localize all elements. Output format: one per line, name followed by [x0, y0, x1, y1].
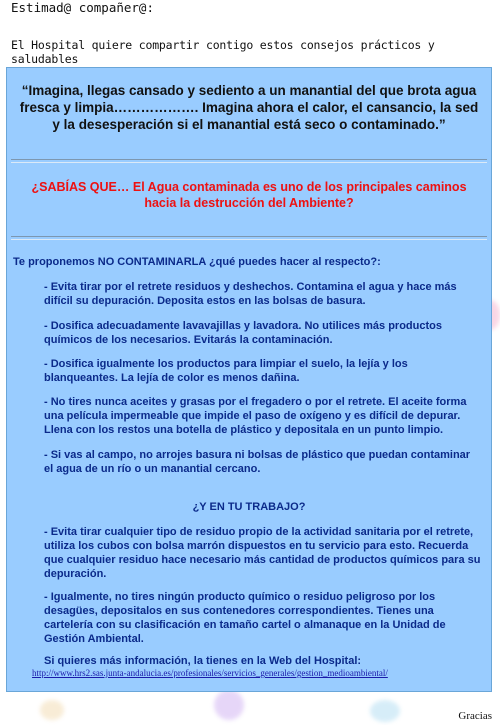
lead-text: Te proponemos NO CONTAMINARLA ¿qué puedes hacer al respecto?:	[13, 256, 381, 268]
decorative-blob	[370, 700, 400, 722]
tip-item: - Dosifica igualmente los productos para limpiar el suelo, la lejía y los blanqueantes. La lejía de color es menos dañina.	[44, 358, 408, 384]
thanks-text: Gracias	[458, 710, 492, 722]
hospital-web-link[interactable]: http://www.hrs2.sas.junta-andalucia.es/profesionales/servicios_generales/gestion_medioambiental/	[32, 668, 388, 678]
divider	[11, 159, 487, 163]
greeting: Estimad@ compañer@:	[11, 0, 154, 15]
work-tip-item: - Igualmente, no tires ningún producto químico o residuo peligroso por los desagües, depositalos en sus contenedores correspondientes. Tienes una cartelería con su clasificación en tamaño cartel o almanaque en la Unidad de Gestión Ambiental.	[44, 591, 446, 645]
tip-item: - Evita tirar por el retrete residuos y deshechos. Contamina el agua y hace más difícil su depuración. Deposita estos en las bolsas de basura.	[44, 281, 457, 307]
work-tip-item: - Evita tirar cualquier tipo de residuo propio de la actividad sanitaria por el retrete, utiliza los cubos con bolsa marrón dispuestos en tu servicio para esto. Recuerda que cualquier residuo hace necesario más cantidad de productos químicos para su depuración.	[44, 526, 481, 580]
quote-text: “Imagina, llegas cansado y sediento a un manantial del que brota agua fresca y limpia………………. Imagina ahora el calor, el cansancio, la sed y la desesperación si el manantial está seco o contaminado.”	[19, 83, 479, 132]
tip-item: - Dosifica adecuadamente lavavajillas y lavadora. No utilices más productos químicos de los necesarios. Evitarás la contaminación.	[44, 320, 442, 346]
did-you-know-heading: ¿SABÍAS QUE… El Agua contaminada es uno de los principales caminos hacia la destrucción del Ambiente?	[31, 180, 467, 210]
decorative-blob	[214, 690, 244, 720]
work-heading: ¿Y EN TU TRABAJO?	[192, 501, 306, 513]
more-info-text: Si quieres más información, la tienes en la Web del Hospital:	[44, 655, 362, 667]
content-box	[6, 67, 492, 692]
tip-item: - Si vas al campo, no arrojes basura ni bolsas de plástico que puedan contaminar el agua de un río o un manantial cercano.	[44, 449, 471, 475]
tip-item: - No tires nunca aceites y grasas por el fregadero o por el retrete. El aceite forma una película impermeable que impide el paso de oxígeno y es difícil de depurar. Llena con los restos una botella de plástico y depositala en un punto limpio.	[44, 396, 467, 436]
divider	[11, 236, 487, 240]
intro-text: El Hospital quiere compartir contigo estos consejos prácticos y saludables	[11, 38, 435, 66]
decorative-blob	[40, 700, 64, 720]
